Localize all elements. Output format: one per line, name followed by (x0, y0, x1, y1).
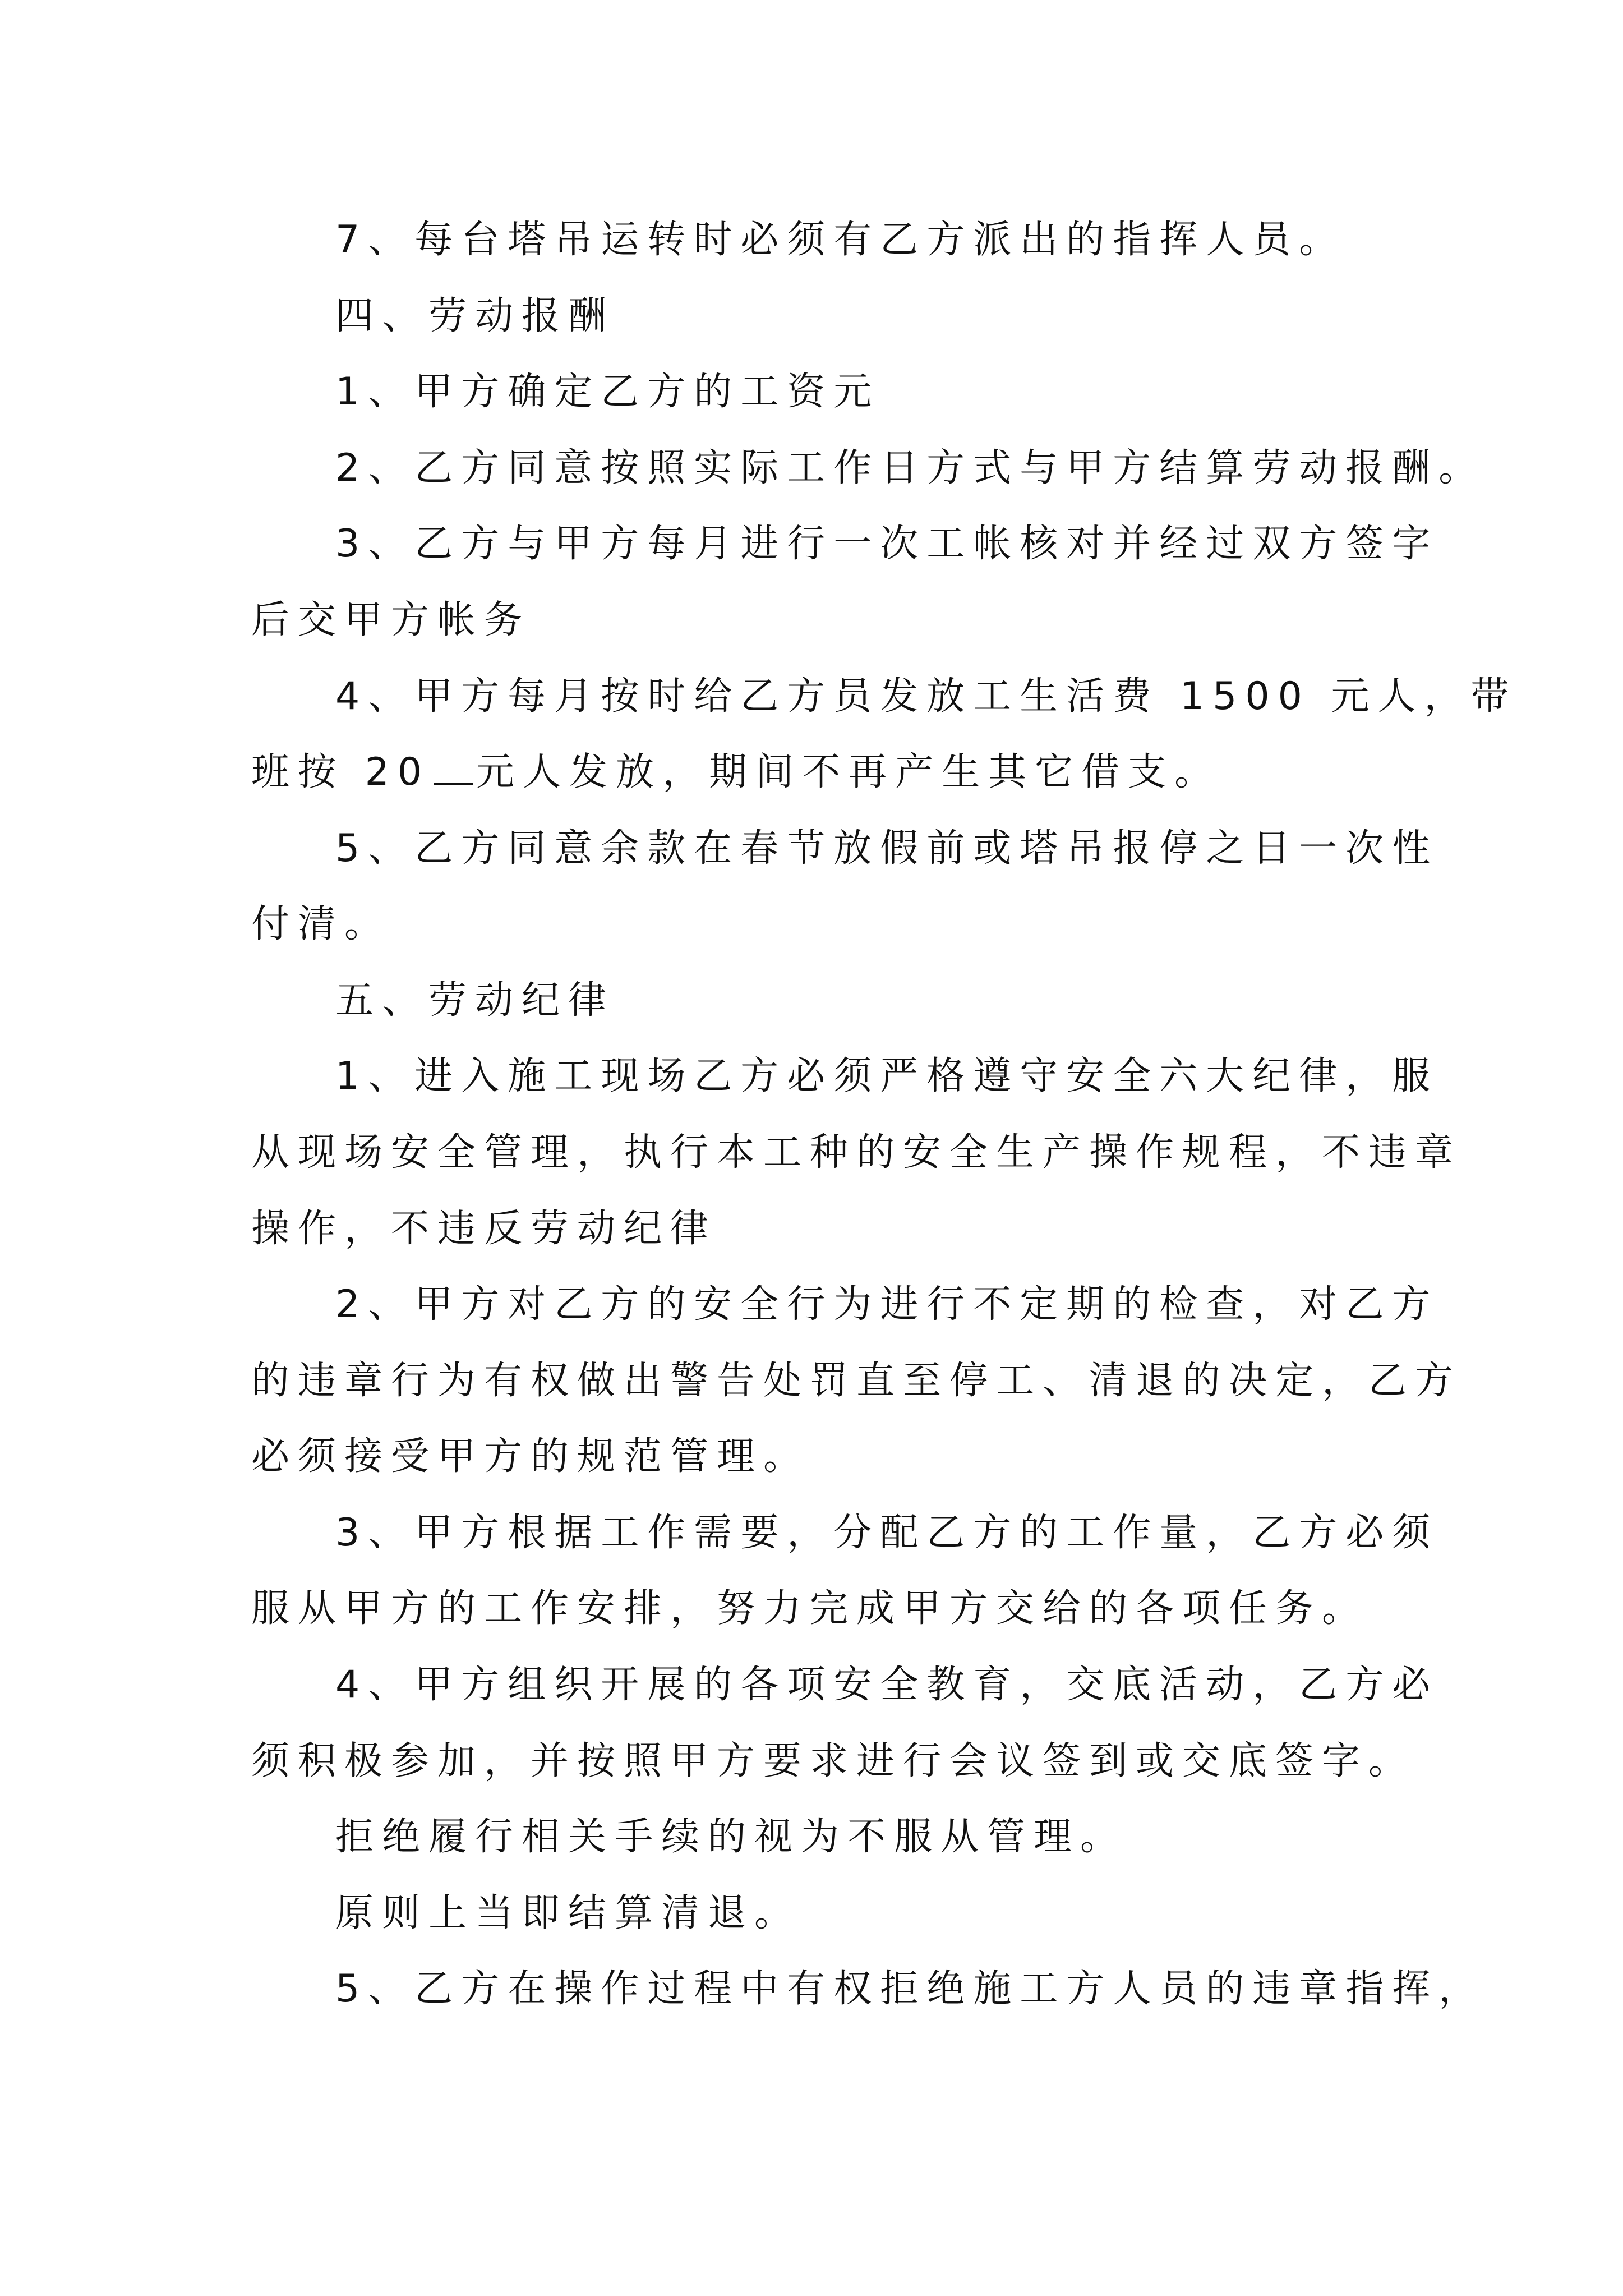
paragraph-line: 拒绝履行相关手续的视为不服从管理。 (335, 1815, 1127, 1859)
paragraph-line (251, 749, 1221, 796)
paragraph-line: 3、甲方根据工作需要，分配乙方的工作量，乙方必须 (335, 1511, 1439, 1555)
section-heading: 四、劳动报酬 (335, 294, 615, 338)
paragraph-line: 须积极参加，并按照甲方要求进行会议签到或交底签字。 (251, 1739, 1415, 1783)
paragraph-line: 1、进入施工现场乙方必须严格遵守安全六大纪律，服 (335, 1054, 1439, 1098)
paragraph-line: 5、乙方在操作过程中有权拒绝施工方人员的违章指挥， (335, 1967, 1486, 2011)
paragraph-line: 付清。 (251, 902, 391, 946)
paragraph-line: 4、甲方组织开展的各项安全教育，交底活动，乙方必 (335, 1663, 1439, 1707)
paragraph-line: 服从甲方的工作安排，努力完成甲方交给的各项任务。 (251, 1586, 1369, 1631)
paragraph-line: 操作，不违反劳动纪律 (251, 1207, 717, 1251)
paragraph-line: 3、乙方与甲方每月进行一次工帐核对并经过双方签字 (335, 522, 1439, 566)
paragraph-line: 1、甲方确定乙方的工资元 (335, 370, 880, 414)
line-start-text: 班按 20 (251, 750, 431, 794)
fill-in-blank (434, 751, 473, 785)
paragraph-line: 4、甲方每月按时给乙方员发放工生活费 1500 元人，带 (335, 674, 1518, 719)
paragraph-line: 后交甲方帐务 (251, 598, 531, 642)
paragraph-line: 从现场安全管理，执行本工种的安全生产操作规程，不违章 (251, 1130, 1462, 1175)
section-heading: 五、劳动纪律 (335, 978, 615, 1023)
paragraph-line: 7、每台塔吊运转时必须有乙方派出的指挥人员。 (335, 218, 1346, 262)
line-end-text: 元人发放，期间不再产生其它借支。 (476, 750, 1221, 794)
paragraph-line: 5、乙方同意余款在春节放假前或塔吊报停之日一次性 (335, 826, 1439, 871)
paragraph-line: 2、甲方对乙方的安全行为进行不定期的检查，对乙方 (335, 1282, 1439, 1327)
paragraph-line: 原则上当即结算清退。 (335, 1891, 801, 1935)
paragraph-line: 2、乙方同意按照实际工作日方式与甲方结算劳动报酬。 (335, 446, 1486, 490)
paragraph-line: 的违章行为有权做出警告处罚直至停工、清退的决定，乙方 (251, 1359, 1462, 1403)
paragraph-line: 必须接受甲方的规范管理。 (251, 1434, 810, 1479)
